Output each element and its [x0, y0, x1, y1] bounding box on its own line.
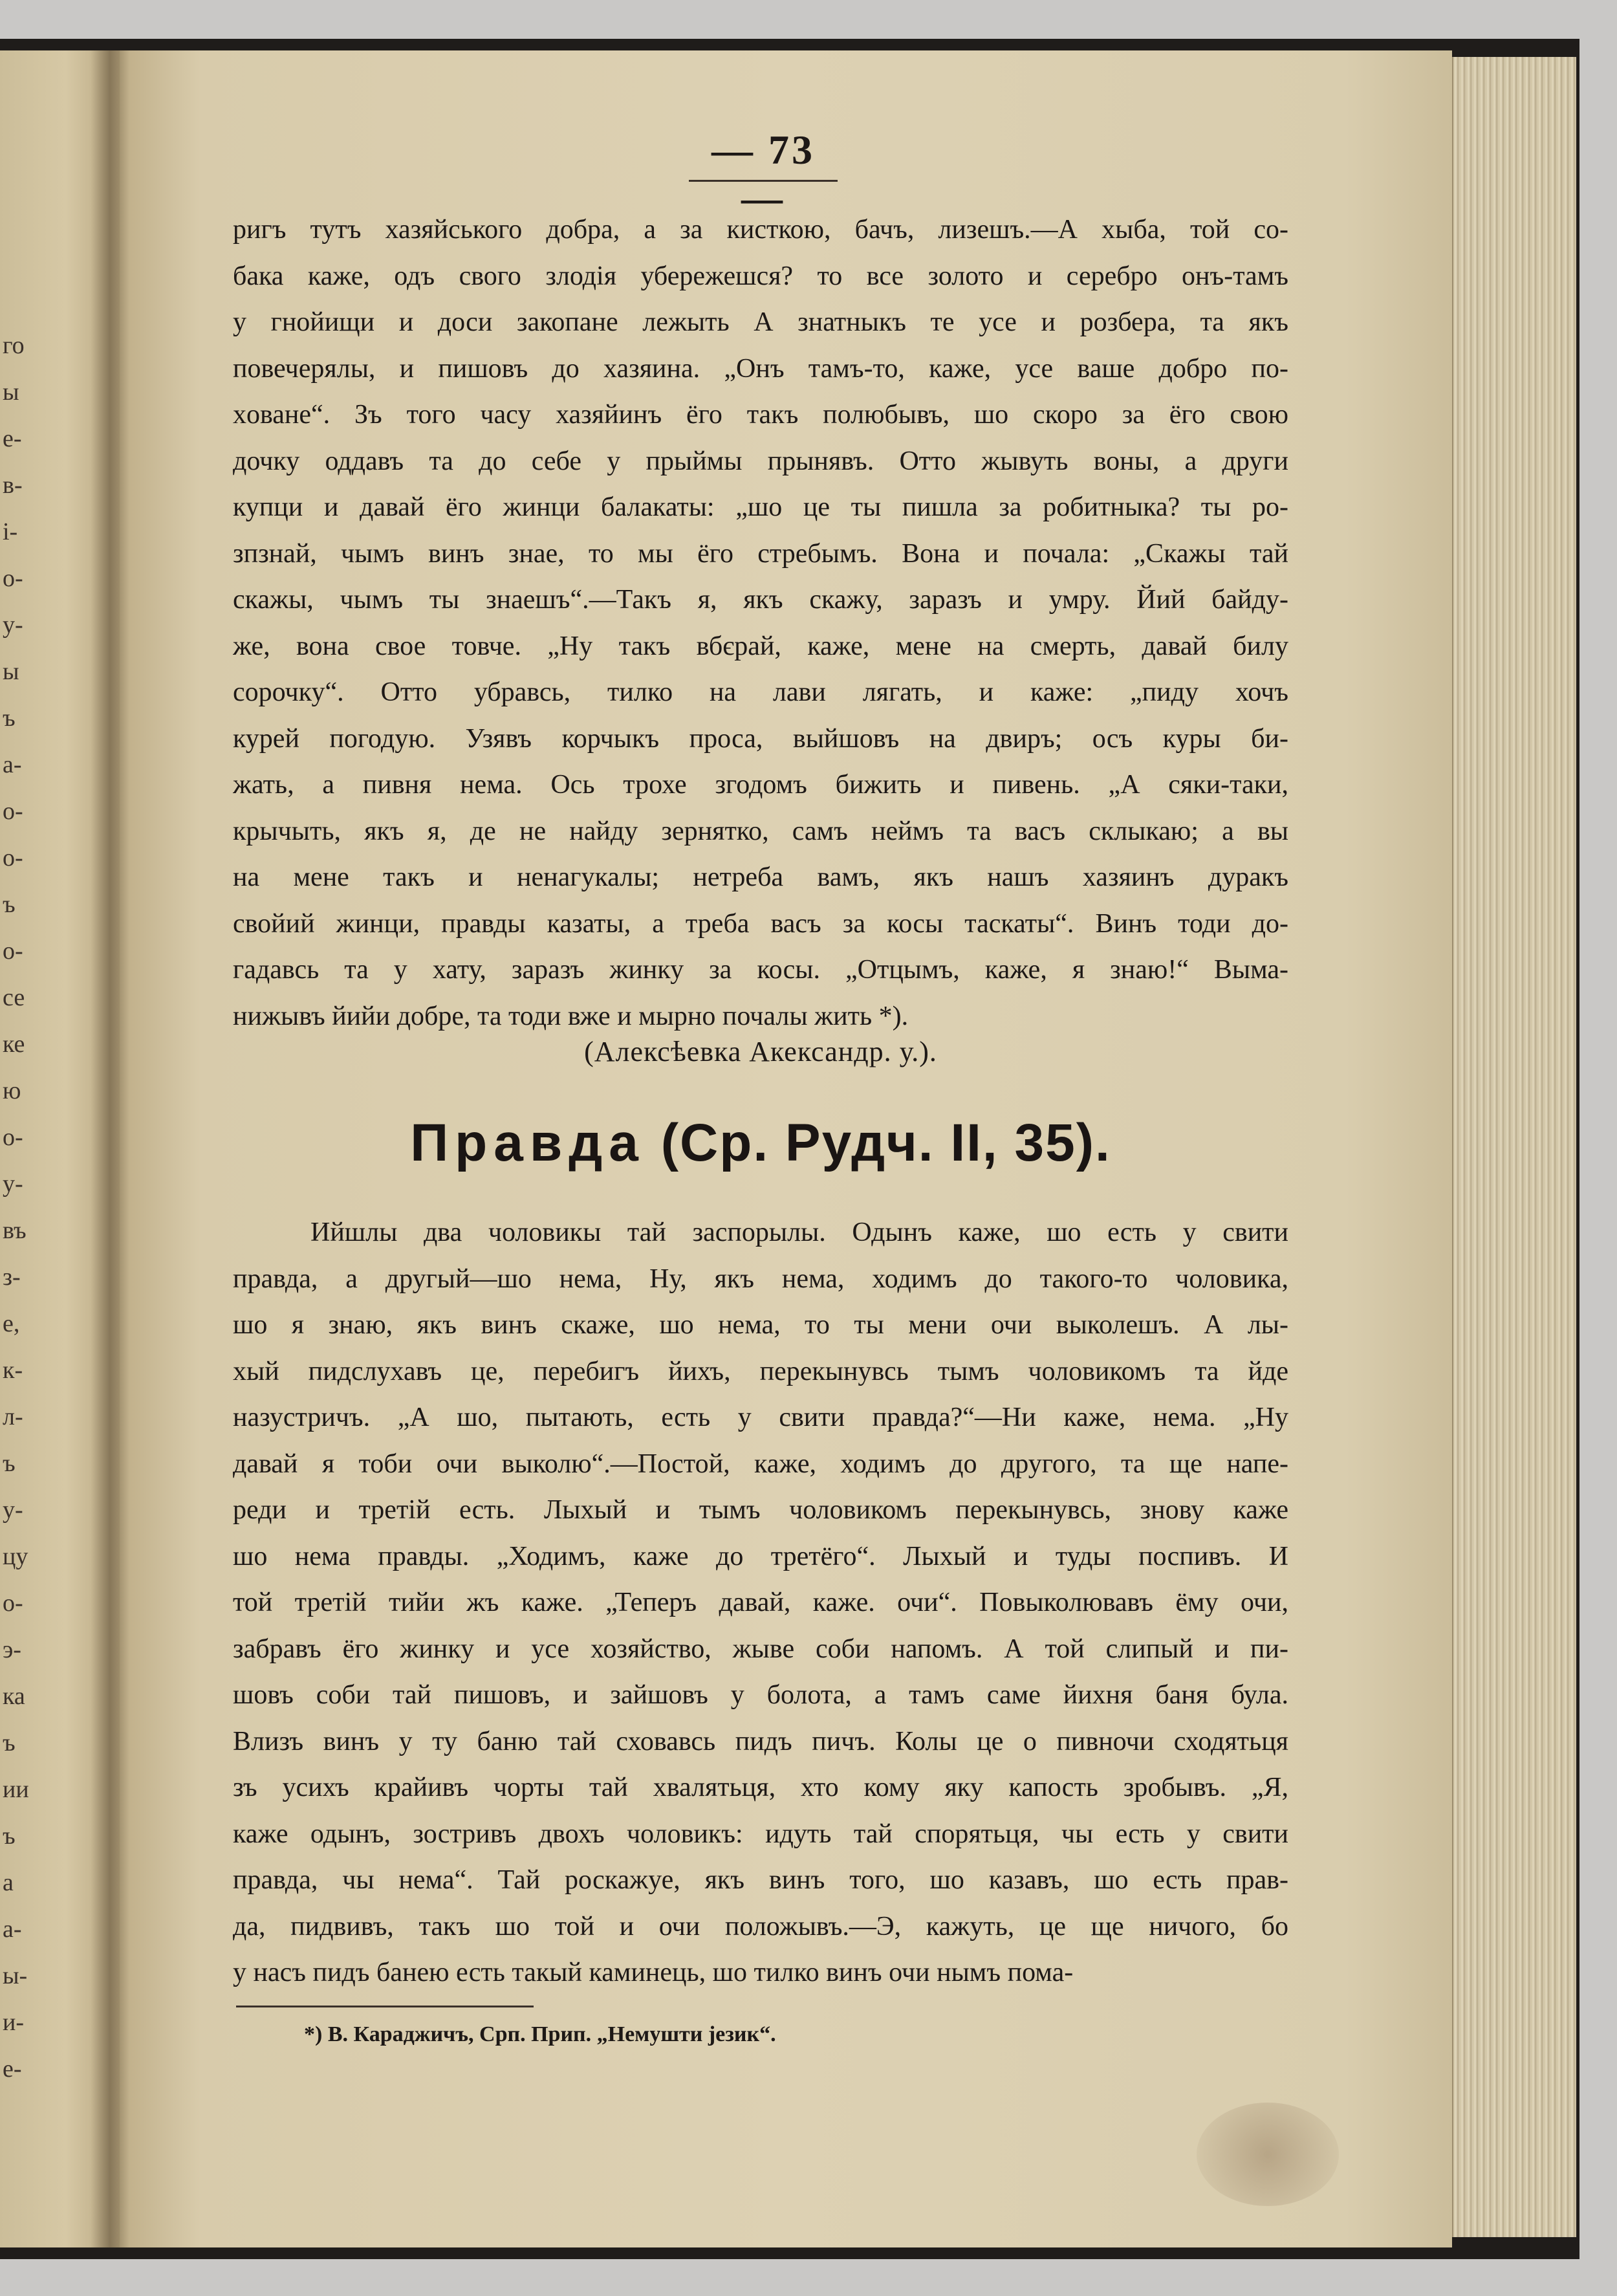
text-line: Ийшлы два чоловикы тай заспорылы. Одынъ каже, шо есть у свити [310, 1218, 1288, 1247]
text-line: сорочку“. Отто убравсь, тилко на лави лягать, и каже: „пиду хочъ [233, 677, 1288, 707]
footnote-rule [236, 2006, 534, 2007]
text-line: назустричъ. „А шо, пытають, есть у свити правда?“—Ни каже, нема. „Ну [233, 1403, 1288, 1432]
text-line: жать, а пивня нема. Ось трохе згодомъ бижить и пивень. „А сяки-таки, [233, 770, 1288, 800]
story-title-reference: (Ср. Рудч. II, 35). [660, 1113, 1111, 1172]
story-title-word: Правда [410, 1113, 645, 1172]
text-line: бака каже, одъ свого злодія убережешся? то все золото и серебро онъ-тамъ [233, 261, 1288, 291]
left-page-fragment: ка [3, 1683, 25, 1710]
left-page-fragment: і- [3, 518, 18, 545]
left-page-fragment: ы- [3, 1962, 28, 1989]
text-line: у гнойищи и доси закопане лежыть А знатныкъ те усе и розбера, та якъ [233, 307, 1288, 337]
left-page-fragment: у- [3, 611, 23, 639]
text-line: дочку оддавъ та до себе у прыймы прынявъ. Отто жывуть воны, а други [233, 446, 1288, 476]
paper-stain [1197, 2103, 1339, 2206]
left-page-fragment: у- [3, 1170, 23, 1197]
text-line: крычыть, якъ я, де не найду зернятко, самъ неймъ та васъ склыкаю; а вы [233, 816, 1288, 846]
text-line: повечерялы, и пишовъ до хазяина. „Онъ тамъ-то, каже, усе ваше добро по- [233, 353, 1288, 384]
footnote: *) В. Караджичъ, Срп. Прип. „Немушти језик“. [304, 2022, 776, 2046]
left-page-fragment: се [3, 984, 25, 1011]
left-page-fragment: ю [3, 1077, 21, 1104]
text-line: да, пидвивъ, такъ шо той и очи положывъ.—Э, кажуть, це ще ничого, бо [233, 1911, 1288, 1941]
left-page-fragment: и- [3, 2009, 24, 2036]
left-page-fragment: у- [3, 1496, 23, 1524]
text-line: курей погодую. Узявъ корчыкъ проса, выйшовъ на двиръ; осъ куры би- [233, 723, 1288, 754]
left-page-fragment: о- [3, 844, 23, 871]
left-page-fragment: го [3, 332, 25, 359]
text-line: свойий жинци, правды казаты, а треба васъ за косы таскаты“. Винъ тоди до- [233, 908, 1288, 939]
text-line: на мене такъ и ненагукалы; нетреба вамъ, якъ нашъ хазяинъ дуракъ [233, 862, 1288, 892]
left-page-fragment: а- [3, 751, 22, 778]
text-line: нижывъ йийи добре, та тоди вже и мырно почалы жить *). [233, 1001, 909, 1031]
left-page-fragment: о- [3, 798, 23, 825]
left-page-fragment: въ [3, 1217, 27, 1244]
left-page-fragment: о- [3, 1590, 23, 1617]
page-number-underline [689, 180, 838, 182]
text-line: ригъ тутъ хазяйського добра, а за кисткою, бачъ, лизешъ.—А хыба, той со- [233, 215, 1288, 245]
page-number: — 73 — [711, 127, 815, 221]
text-line: скажы, чымъ ты знаешъ“.—Такъ я, якъ скажу, заразъ и умру. Йий байду- [233, 585, 1288, 615]
left-page-fragment: е- [3, 425, 22, 452]
story-title [233, 1113, 1288, 1174]
text-line: правда, а другый—шо нема, Ну, якъ нема, ходимъ до такого-то чоловика, [233, 1263, 1288, 1294]
text-line: зпзнай, чымъ винъ знае, то мы ёго стребымъ. Вона и почала: „Скажы тай [233, 538, 1288, 569]
left-page-fragment: э- [3, 1636, 21, 1663]
left-page-fragment: е- [3, 2055, 22, 2083]
left-page-fragment: ъ [3, 1450, 16, 1477]
left-page-fragment: а [3, 1869, 14, 1896]
left-page-fragment: в- [3, 472, 23, 499]
book-gutter [91, 50, 129, 2247]
text-line: зъ усихъ крайивъ чорты тай хвалятьця, хто кому яку капость зробывъ. „Я, [233, 1773, 1288, 1802]
left-page-fragment: ъ [3, 891, 16, 918]
text-line: реди и третій есть. Лыхый и тымъ чоловикомъ перекынувсь, знову каже [233, 1495, 1288, 1525]
text-line: шо нема правды. „Ходимъ, каже до третёго“. Лыхый и туды поспивъ. И [233, 1541, 1288, 1571]
left-page-fragment: з- [3, 1263, 21, 1291]
text-line: xоване“. Зъ того часу хазяйинъ ёго такъ полюбывъ, шо скоро за ёго свою [233, 400, 1288, 430]
left-page-fragment: ъ [3, 1729, 16, 1756]
left-page-fragment: к- [3, 1357, 23, 1384]
left-page-fragment: е, [3, 1310, 20, 1337]
left-page-fragment: ии [3, 1776, 29, 1803]
left-page-fragment: ъ [3, 1822, 16, 1850]
top-paragraph [233, 207, 1288, 1040]
text-line: давай я тоби очи выколю“.—Постой, каже, ходимъ до другого, та ще напе- [233, 1449, 1288, 1479]
text-line: у насъ пидъ банею есть такый каминець, шо тилко винъ очи нымъ пома- [233, 1958, 1074, 1987]
text-line: Влизъ винъ у ту баню тай сховавсь пидъ пичъ. Колы це о пивночи сходятьця [233, 1726, 1288, 1756]
story-paragraph [233, 1210, 1288, 1996]
text-line: же, вона свое товче. „Ну такъ вбєрай, каже, мене на смерть, давай билу [233, 631, 1288, 661]
left-page-fragment: ы [3, 658, 19, 685]
text-line: правда, чы нема“. Тай роскажуе, якъ винъ того, шо казавъ, шо есть прав- [233, 1865, 1288, 1895]
text-line: той третій тийи жъ каже. „Теперъ давай, каже. очи“. Повыколювавъ ёму очи, [233, 1588, 1288, 1617]
left-page-fragment: цу [3, 1543, 28, 1570]
text-line: купци и давай ёго жинци балакаты: „шо це ты пишла за робитныка? ты ро- [233, 492, 1288, 522]
text-line: шо я знаю, якъ винъ скаже, шо нема, то ты мени очи выколешъ. А лы- [233, 1310, 1288, 1340]
left-page-fragment: ы [3, 378, 19, 406]
text-line: забравъ ёго жинку и усе хозяйство, жыве соби напомъ. А той слипый и пи- [233, 1634, 1288, 1664]
text-line: каже одынъ, зостривъ двохъ чоловикъ: идуть тай спорятьця, чы есть у свити [233, 1819, 1288, 1849]
left-page-text-fragments [0, 322, 29, 2092]
left-page-fragment: о- [3, 1124, 23, 1151]
left-page-fragment: ъ [3, 705, 16, 732]
page-edges [1452, 57, 1576, 2237]
location-signature: (Алексѣевка Акександр. у.). [584, 1036, 937, 1067]
left-page-fragment: о- [3, 937, 23, 965]
left-page-fragment: о- [3, 565, 23, 592]
left-page-fragment: ке [3, 1031, 25, 1058]
text-line: шовъ соби тай пишовъ, и зайшовъ у болота, а тамъ саме йихня баня була. [233, 1680, 1288, 1710]
text-line: гадавсь та у хату, заразъ жинку за косы. „Отцымъ, каже, я знаю!“ Выма- [233, 955, 1288, 985]
left-page-fragment: л- [3, 1403, 23, 1430]
text-line: хый пидслухавъ це, перебигъ йихъ, перекынувсь тымъ чоловикомъ та йде [233, 1356, 1288, 1386]
left-page-fragment: а- [3, 1916, 22, 1943]
